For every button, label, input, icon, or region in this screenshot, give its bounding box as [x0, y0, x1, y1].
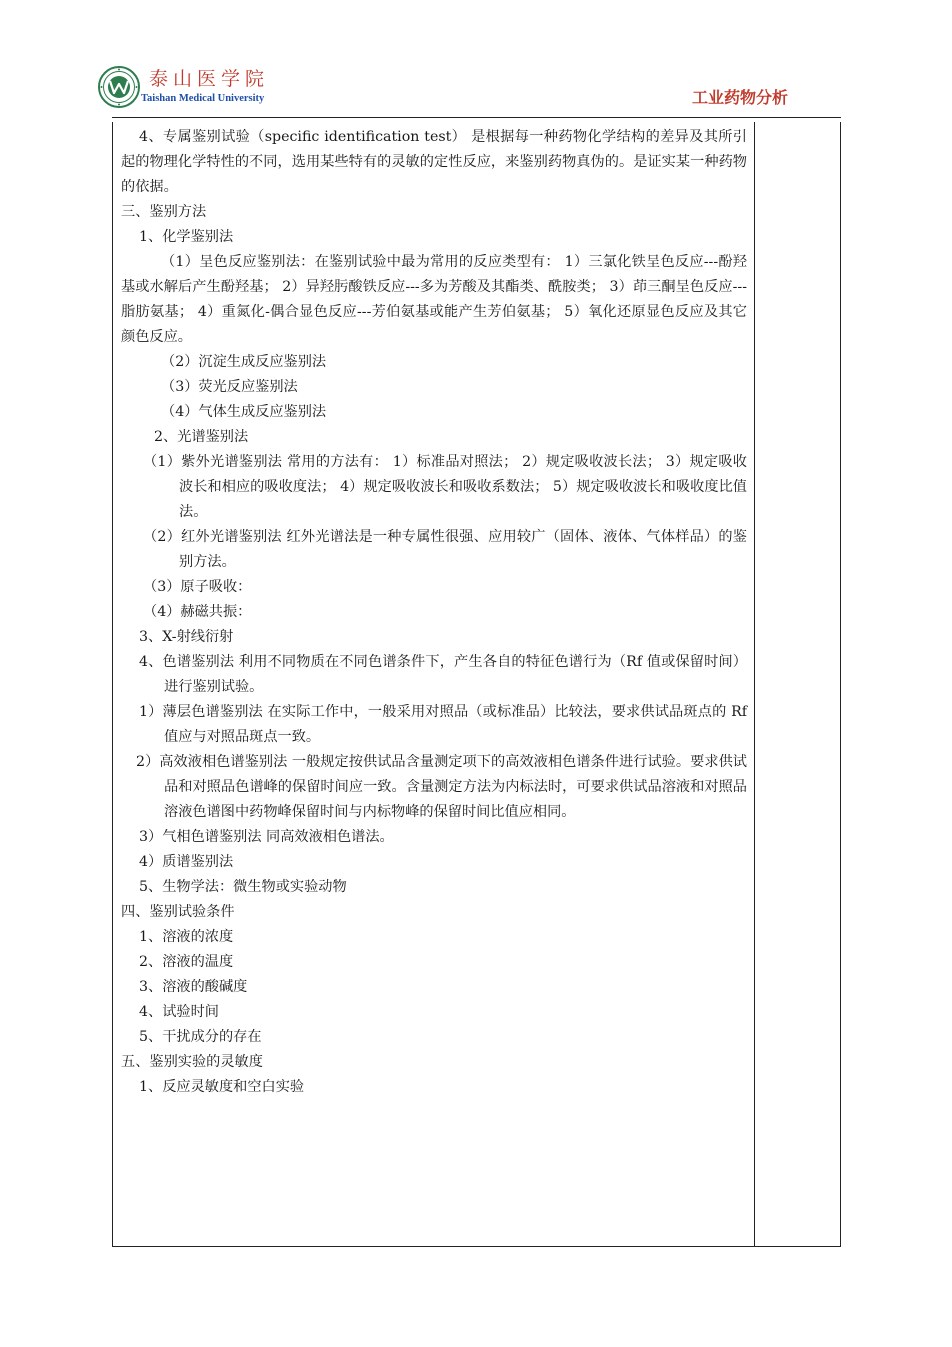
item-ir-spectroscopy: （2）红外光谱鉴别法 红外光谱法是一种专属性很强、应用较广（固体、液体、气体样品）的鉴别方法。: [143, 529, 747, 570]
paragraph-specific-identification: 4、专属鉴别试验（specific identification test） 是根据每一种药物化学结构的差异及其所引起的物理化学特性的不同，选用某些特有的灵敏的定性反应，来鉴别药物真伪的。是证实某一种药物的依据。: [121, 129, 747, 195]
item-hplc: 2）高效液相色谱鉴别法 一般规定按供试品含量测定项下的高效液相色谱条件进行试验。要求供试品和对照品色谱峰的保留时间应一致。含量测定方法为内标法时，可要求供试品溶液和对照品溶液色谱图中药物峰保留时间与内标物峰的保留时间比值应相同。: [136, 754, 747, 820]
item-magnetic-resonance: （4）赫磁共振：: [143, 604, 252, 620]
table-border-middle: [754, 122, 755, 1247]
subheading-spectroscopy: 2、光谱鉴别法: [154, 429, 249, 445]
course-title: 工业药物分析: [692, 88, 789, 107]
section-heading-sensitivity: 五、鉴别实验的灵敏度: [121, 1054, 263, 1070]
item-biological: 5、生物学法：微生物或实验动物: [139, 879, 347, 895]
item-xray-diffraction: 3、X-射线衍射: [139, 629, 234, 645]
item-gc: 3）气相色谱鉴别法 同高效液相色谱法。: [139, 829, 394, 845]
item-temperature: 2、溶液的温度: [139, 954, 234, 970]
section-heading-methods: 三、鉴别方法: [121, 204, 207, 220]
item-acidity: 3、溶液的酸碱度: [139, 979, 248, 995]
item-concentration: 1、溶液的浓度: [139, 929, 234, 945]
school-name-cn: 泰山医学院: [149, 68, 270, 90]
item-precipitation: （2）沉淀生成反应鉴别法: [161, 354, 327, 370]
item-fluorescence: （3）荧光反应鉴别法: [161, 379, 298, 395]
subheading-chemical: 1、化学鉴别法: [139, 229, 234, 245]
item-ms: 4）质谱鉴别法: [139, 854, 234, 870]
section-heading-conditions: 四、鉴别试验条件: [121, 904, 235, 920]
item-interference: 5、干扰成分的存在: [139, 1029, 262, 1045]
table-border-right: [840, 122, 841, 1247]
university-seal-icon: [98, 66, 140, 108]
table-border-bottom: [112, 1246, 841, 1247]
header-divider: [112, 117, 841, 118]
item-atomic-absorption: （3）原子吸收：: [143, 579, 252, 595]
item-chromatography: 4、色谱鉴别法 利用不同物质在不同色谱条件下，产生各自的特征色谱行为（Rf 值或保留时间）进行鉴别试验。: [139, 654, 747, 695]
item-uv-spectroscopy: （1）紫外光谱鉴别法 常用的方法有： 1）标准品对照法； 2）规定吸收波长法； 3）规定吸收波长和相应的吸收度法； 4）规定吸收波长和吸收系数法； 5）规定吸收波长和吸收度比值法。: [143, 454, 747, 520]
item-test-time: 4、试验时间: [139, 1004, 219, 1020]
lecture-content: [121, 125, 747, 1100]
table-border-left: [112, 122, 113, 1247]
school-name-en: Taishan Medical University: [141, 93, 265, 104]
university-logo: [98, 66, 140, 108]
item-reaction-sensitivity: 1、反应灵敏度和空白实验: [139, 1079, 305, 1095]
item-gas-generation: （4）气体生成反应鉴别法: [161, 404, 327, 420]
item-tlc: 1）薄层色谱鉴别法 在实际工作中，一般采用对照品（或标准品）比较法，要求供试品斑点的 Rf 值应与对照品斑点一致。: [139, 704, 747, 745]
item-color-reaction: （1）呈色反应鉴别法：在鉴别试验中最为常用的反应类型有： 1）三氯化铁呈色反应---酚羟基或水解后产生酚羟基； 2）异羟肟酸铁反应---多为芳酸及其酯类、酰胺类； 3）茚三酮呈色反应---脂肪氨基； 4）重氮化-偶合显色反应---芳伯氨基或能产生芳伯氨基； 5）氧化还原显色反应及其它颜色反应。: [121, 254, 747, 345]
